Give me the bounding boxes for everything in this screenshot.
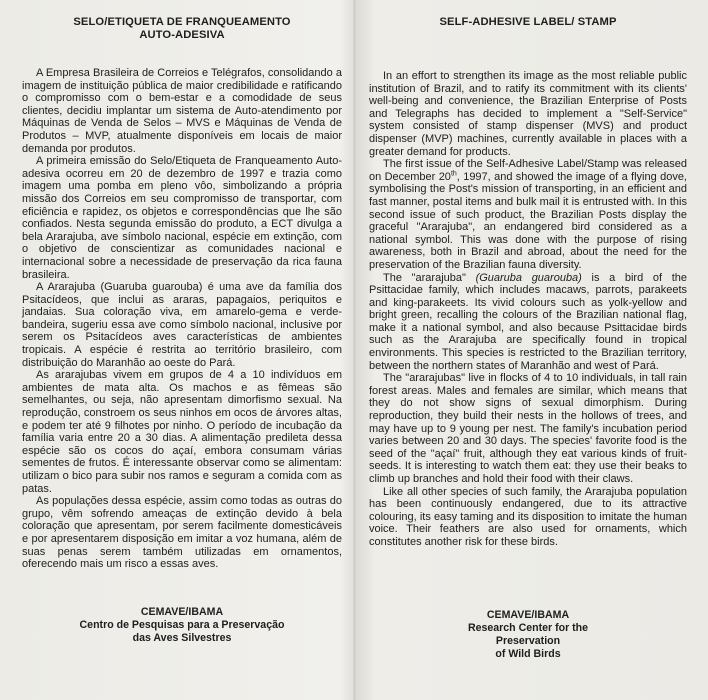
ordinal-suffix: th — [450, 170, 457, 178]
signature-line: Preservation — [495, 635, 561, 647]
signature-line: of Wild Birds — [495, 648, 561, 660]
portuguese-signature — [22, 606, 342, 645]
signature-line: Centro de Pesquisas para a Preservação — [79, 619, 285, 631]
english-paragraph: In an effort to strengthen its image as the most reliable public institution of Brazil, and to ratify its commitment with its clients' well-being and convenience, the Brazilian Enterprise of Posts and Telegraphs has decided to implement a "Self-Service" system consisted of stamp dispenser (MVS) and product dispenser (MVP) machines, currently available in places with a greater demand for products. — [369, 70, 687, 158]
portuguese-body — [22, 67, 342, 571]
portuguese-paragraph: A Ararajuba (Guaruba guarouba) é uma ave da família dos Psitacídeos, que inclui as araras, papagaios, periquitos e jandaias. Sua coloração viva, em amarelo-gema e verde-bandeira, sugeriu essa ave como símbolo nacional, inclusive por serem os Psitacídeos aves características de ambientes tropicais. A espécie é restrita ao território brasileiro, com distribuição do Maranhão ao oeste do Pará. — [22, 281, 342, 369]
english-text: The first issue of the Self-Adhesive Label/Stamp was released on December 20 — [369, 158, 687, 183]
signature-line: das Aves Silvestres — [132, 632, 232, 644]
english-text: The "ararajuba" — [383, 271, 476, 284]
signature-line: Research Center for the — [467, 622, 589, 634]
english-paragraph: Like all other species of such family, the Ararajuba population has been continuously endangered, due to its attractive colouring, its easy taming and its disposition to imitate the human voice. Their feathers are also used for ornaments, which constitutes another risk for these birds. — [369, 485, 687, 548]
scientific-name: (Guaruba guarouba) — [475, 271, 582, 284]
portuguese-title-line-2: AUTO-ADESIVA — [139, 29, 225, 41]
english-paragraph — [369, 272, 687, 373]
portuguese-title-line-1: SELO/ETIQUETA DE FRANQUEAMENTO — [73, 16, 291, 28]
english-text: is a bird of the Psittacidae family, which includes macaws, parrots, parakeets and king-parakeets. Its vivid colours such as yolk-yellow and bright green, recalling the colours of the Brazilian national flag, make it a national symbol, and also because Psittacidae birds such as the Ararajuba are specifically found in tropical environments. This species is restricted to the Brazilian territory, between the northern states of Maranhão and west of Pará. — [369, 271, 687, 372]
signature-org: CEMAVE/IBAMA — [486, 609, 570, 621]
english-panel — [369, 0, 687, 700]
portuguese-panel — [22, 0, 342, 700]
english-title-text: SELF-ADHESIVE LABEL/ STAMP — [439, 16, 617, 28]
english-text: , 1997, and showed the image of a flying dove, symbolising the Post's mission of transporting, in an efficient and fast manner, postal items and bulk mail it is entrusted with. In this second issue of such product, the Brazilian Posts display the graceful "Ararajuba", an endangered bird considered as a national symbol. This was done with the purpose of rising awareness, both in Brazil and abroad, about the need for the preservation of the Brazilian fauna diversity. — [369, 170, 687, 271]
signature-org: CEMAVE/IBAMA — [140, 606, 224, 618]
portuguese-paragraph: As ararajubas vivem em grupos de 4 a 10 indivíduos em ambientes de mata alta. Os machos e as fêmeas são semelhantes, ou seja, não apresentam dimorfismo sexual. Na reprodução, constroem os seus ninhos em ocos de árvores altas, e podem ter até 9 filhotes por ninho. O período de incubação da família varia entre 20 a 30 dias. A alimentação predileta dessa espécie são os cocos do açaí, embora consumam várias sementes de frutos. É interessante observar como se alimentam: utilizam o bico para subir nos ramos e seguram a comida com as patas. — [22, 369, 342, 495]
fold-crease — [353, 0, 356, 700]
portuguese-title — [22, 0, 342, 42]
portuguese-paragraph: A primeira emissão do Selo/Etiqueta de Franqueamento Auto-adesiva ocorreu em 20 de dezembro de 1997 e trazia como imagem uma pomba em pleno vôo, simbolizando a própria missão dos Correios em seu compromisso de transportar, com eficiência e rapidez, os objetos e correspondências que lhe são confiados. Nesta segunda emissão do produto, a ECT divulga a bela Ararajuba, ave símbolo nacional, espécie em extinção, com o objetivo de conscientizar as comunidades nacional e internacional sobre a necessidade de preservação da rica fauna brasileira. — [22, 155, 342, 281]
english-title — [369, 0, 687, 29]
english-paragraph: The "ararajubas" live in flocks of 4 to 10 individuals, in tall rain forest areas. Males and females are similar, which means that they do not show signs of sexual dimorphism. During reproduction, they build their nests in the hollows of trees, and may have up to 9 young per nest. The family's incubation period varies between 20 and 30 days. The species' favorite food is the seed of the "açaí" fruit, although they eat various kinds of fruit-seeds. It is interesting to watch them eat: they use their beaks to climb up branches and hold their food with their claws. — [369, 372, 687, 485]
portuguese-paragraph: As populações dessa espécie, assim como todas as outras do grupo, vêm sofrendo ameaças de extinção devido à bela coloração que apresentam, por serem facilmente domesticáveis e por apresentarem disposição em imitar a voz humana, além de suas penas serem também utilizadas em ornamentos, oferecendo mais um risco a essas aves. — [22, 495, 342, 571]
english-signature — [369, 609, 687, 661]
english-body — [369, 70, 687, 549]
english-paragraph — [369, 158, 687, 271]
portuguese-paragraph: A Empresa Brasileira de Correios e Telégrafos, consolidando a imagem de instituição pública de maior credibilidade e ratificando o compromisso com o bem-estar e a comodidade de seus clientes, decidiu implantar um sistema de Auto-atendimento por Máquinas de Venda de Selos – MVS e Máquinas de Venda de Produtos – MVP, atualmente disponíveis em locais de maior demanda por produtos. — [22, 67, 342, 155]
